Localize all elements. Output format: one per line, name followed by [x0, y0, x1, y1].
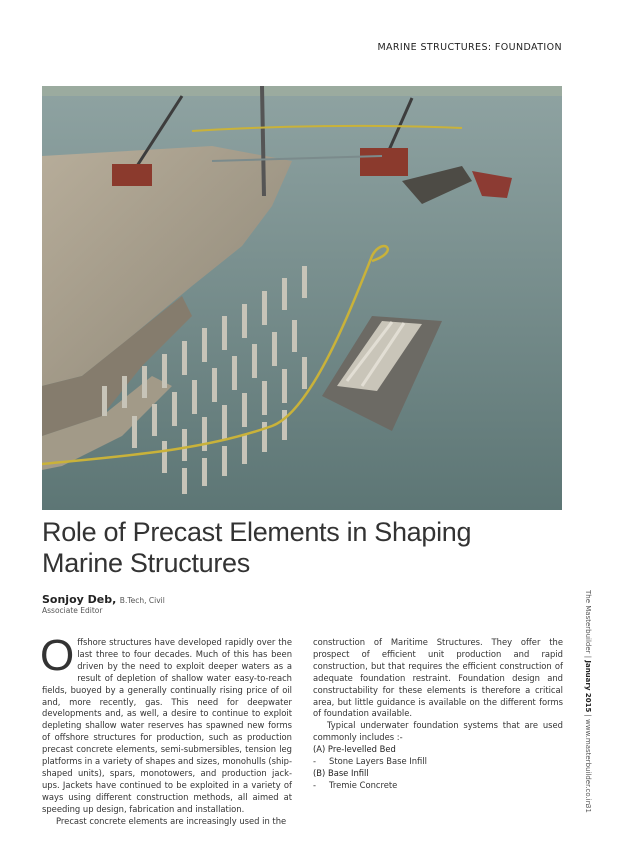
byline [42, 593, 165, 606]
column-left [40, 631, 292, 828]
article-photo [42, 86, 562, 510]
section-header: MARINE STRUCTURES: FOUNDATION [377, 42, 562, 53]
title-line-2: Marine Structures [42, 548, 250, 578]
author-role: Associate Editor [42, 606, 103, 615]
page-number: 31 [584, 804, 592, 813]
bullet-dash: - [313, 779, 317, 790]
issue-date: January 2015 [584, 660, 592, 713]
magazine-name: The Masterbuilder | [584, 590, 592, 661]
author-credentials: B.Tech, Civil [119, 596, 165, 605]
author-name: Sonjoy Deb, [42, 593, 117, 606]
bullet-item [313, 756, 563, 768]
paragraph-3: construction of Maritime Structures. They offer the prospect of efficient unit production and rapid construction, but that requires the efficient construction of adequate foundation restraint. Foundation design and constructability for these elements is therefore a critical area, but little guidance is available on the different forms of foundation available. [313, 637, 563, 719]
intro-paragraph [40, 631, 292, 816]
column-right [313, 637, 563, 792]
article-title [42, 517, 562, 579]
website: | www.masterbuilder.co.in [584, 712, 592, 806]
sidebar-masthead [584, 590, 592, 805]
bullet-text: Tremie Concrete [329, 779, 398, 790]
bullet-item [313, 780, 563, 792]
dropcap: O [40, 631, 75, 680]
subhead-a: (A) Pre-levelled Bed [313, 744, 396, 755]
paragraph-4: Typical underwater foundation systems that are used commonly includes :- [313, 720, 563, 743]
paragraph-2: Precast concrete elements are increasingly used in the [56, 815, 287, 826]
subhead-b: (B) Base Infill [313, 767, 369, 778]
bullet-dash: - [313, 756, 317, 767]
bullet-text: Stone Layers Base Infill [329, 756, 427, 767]
title-line-1: Role of Precast Elements in Shaping [42, 517, 472, 547]
intro-text: ffshore structures have developed rapidly over the last three to four decades. Much of this has been driven by the need to exploit deeper waters as a result of depletion of shallow water easy-to-reach fields, buoyed by a generally continually rising price of oil and, more recently, gas. This need for deepwater developments and, as well, a desire to continue to exploit depleting shallow water reserves has spawned new forms of offshore structures for production, such as production precast concrete elements, semi-submersibles, tension leg platforms in a variety of shapes and sizes, monohulls (ship-shaped units), spars, monotowers, and production jack-ups. Jackets have continued to be exploited in a variety of ways using different construction methods, all aimed at speeding up design, fabrication and installation. [42, 637, 292, 814]
